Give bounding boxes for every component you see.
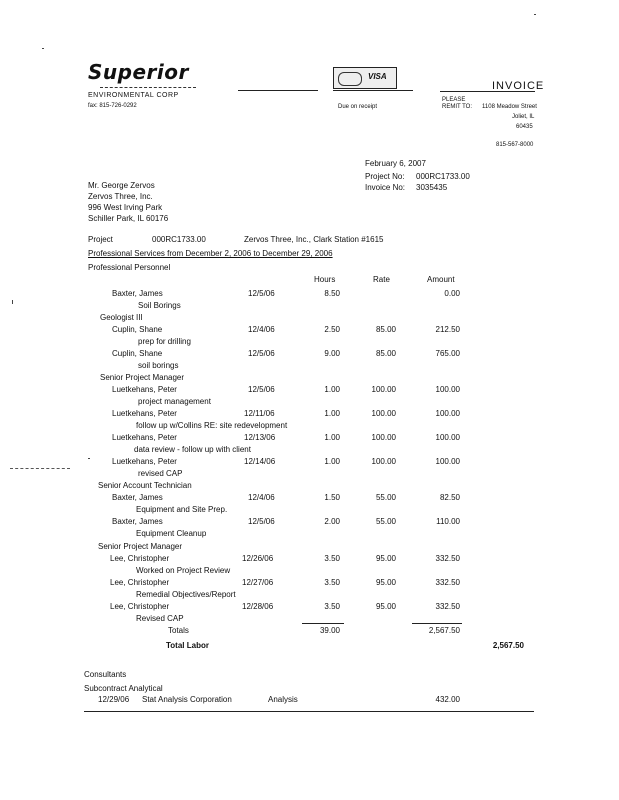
labor-hours: 1.00 <box>324 457 340 466</box>
header-rule-left <box>238 90 318 91</box>
labor-rate: 85.00 <box>375 325 396 334</box>
totals-label: Totals <box>168 626 189 635</box>
labor-desc: Equipment and Site Prep. <box>136 505 228 514</box>
labor-rate: 95.00 <box>375 602 396 611</box>
card-logo-icon <box>333 67 397 89</box>
labor-desc: soil borings <box>138 361 179 370</box>
labor-hours: 1.00 <box>324 385 340 394</box>
please-label: PLEASE <box>442 97 466 103</box>
labor-amount: 332.50 <box>435 578 460 587</box>
project-number: 000RC1733.00 <box>152 235 206 244</box>
labor-desc: Revised CAP <box>136 614 184 623</box>
consultant-type: Analysis <box>268 695 298 704</box>
invoice-title: INVOICE <box>492 80 545 92</box>
labor-amount: 110.00 <box>436 517 460 526</box>
total-labor-value: 2,567.50 <box>492 641 524 650</box>
labor-hours: 1.00 <box>324 433 340 442</box>
project-no-value: 000RC1733.00 <box>416 172 470 181</box>
labor-amount: 82.50 <box>439 493 460 502</box>
header-rule-mid <box>333 90 413 91</box>
labor-name: Lee, Christopher <box>110 578 170 587</box>
project-description: Zervos Three, Inc., Clark Station #1615 <box>244 235 384 244</box>
company-fax: fax: 815-726-0292 <box>88 103 137 109</box>
labor-name: Luetkehans, Peter <box>112 409 177 418</box>
remit-zip: 60435 <box>516 124 533 130</box>
scan-speck <box>534 14 536 15</box>
company-logo: Superior <box>88 60 189 84</box>
labor-amount: 332.50 <box>435 602 460 611</box>
col-amount: Amount <box>427 275 455 284</box>
amount-total-rule <box>412 623 462 624</box>
invoice-date: February 6, 2007 <box>365 159 426 168</box>
labor-amount: 212.50 <box>435 325 460 334</box>
labor-hours: 9.00 <box>324 349 340 358</box>
labor-hours: 2.00 <box>324 517 340 526</box>
services-period: Professional Services from December 2, 2006 to December 29, 2006 <box>88 249 333 258</box>
total-labor-label: Total Labor <box>166 641 209 650</box>
due-on-receipt: Due on receipt <box>338 104 378 110</box>
labor-desc: project management <box>138 397 211 406</box>
bill-to-name: Mr. George Zervos <box>88 181 155 190</box>
company-subtitle: ENVIRONMENTAL CORP <box>88 92 179 99</box>
consultant-vendor: Stat Analysis Corporation <box>142 695 232 704</box>
labor-desc: Remedial Objectives/Report <box>136 590 236 599</box>
bill-to-company: Zervos Three, Inc. <box>88 192 153 201</box>
labor-desc: prep for drilling <box>138 337 191 346</box>
labor-category: Senior Project Manager <box>100 373 185 382</box>
labor-name: Cuplin, Shane <box>112 325 163 334</box>
consultant-amount: 432.00 <box>435 695 460 704</box>
labor-date: 12/4/06 <box>248 493 275 502</box>
labor-name: Lee, Christopher <box>110 602 170 611</box>
labor-date: 12/4/06 <box>248 325 275 334</box>
labor-rate: 85.00 <box>375 349 396 358</box>
labor-amount: 0.00 <box>444 289 460 298</box>
labor-category: Geologist III <box>100 313 143 322</box>
scan-speck <box>42 48 44 49</box>
labor-amount: 100.00 <box>435 409 460 418</box>
labor-date: 12/13/06 <box>244 433 276 442</box>
project-label: Project <box>88 235 113 244</box>
hours-total-rule <box>302 623 344 624</box>
labor-hours: 3.50 <box>324 578 340 587</box>
labor-amount: 332.50 <box>435 554 460 563</box>
personnel-heading: Professional Personnel <box>88 263 171 272</box>
labor-rate: 100.00 <box>371 385 396 394</box>
labor-hours: 1.50 <box>324 493 340 502</box>
labor-name: Baxter, James <box>112 517 163 526</box>
labor-hours: 3.50 <box>324 602 340 611</box>
labor-name: Lee, Christopher <box>110 554 170 563</box>
remit-phone: 815-567-8000 <box>496 142 534 148</box>
labor-name: Luetkehans, Peter <box>112 457 177 466</box>
labor-amount: 100.00 <box>435 457 460 466</box>
labor-amount: 765.00 <box>435 349 460 358</box>
labor-date: 12/11/06 <box>244 409 275 418</box>
labor-category: Senior Project Manager <box>98 542 183 551</box>
labor-rate: 100.00 <box>371 457 396 466</box>
card-visa-text: VISA <box>368 72 387 81</box>
project-no-label: Project No: <box>365 172 405 181</box>
mastercard-icon <box>338 72 362 86</box>
labor-rate: 100.00 <box>371 433 396 442</box>
labor-rate: 55.00 <box>375 493 396 502</box>
bottom-rule <box>84 711 534 712</box>
labor-desc: Soil Borings <box>138 301 181 310</box>
invoice-no-label: Invoice No: <box>365 183 406 192</box>
labor-name: Baxter, James <box>112 493 163 502</box>
labor-date: 12/5/06 <box>248 385 275 394</box>
invoice-no-value: 3035435 <box>416 183 448 192</box>
scan-speck <box>12 300 13 304</box>
col-hours: Hours <box>314 275 336 284</box>
total-amount: 2,567.50 <box>428 626 460 635</box>
consultants-subheading: Subcontract Analytical <box>84 684 163 693</box>
labor-name: Cuplin, Shane <box>112 349 163 358</box>
header-rule-right <box>440 91 535 92</box>
labor-category: Senior Account Technician <box>98 481 192 490</box>
labor-desc: follow up w/Collins RE: site redevelopment <box>136 421 288 430</box>
labor-hours: 2.50 <box>324 325 340 334</box>
labor-rate: 95.00 <box>375 578 396 587</box>
remit-city: Joliet, IL <box>512 114 535 120</box>
logo-underline <box>100 87 196 88</box>
scan-speck <box>10 468 70 469</box>
labor-name: Baxter, James <box>112 289 163 298</box>
bill-to-city: Schiller Park, IL 60176 <box>88 214 169 223</box>
labor-rate: 95.00 <box>375 554 396 563</box>
remit-street: 1108 Meadow Street <box>482 104 537 110</box>
remit-to-label: REMIT TO: <box>442 104 473 110</box>
labor-desc: Worked on Project Review <box>136 566 231 575</box>
labor-date: 12/5/06 <box>248 289 275 298</box>
labor-date: 12/28/06 <box>242 602 274 611</box>
labor-hours: 8.50 <box>324 289 340 298</box>
labor-date: 12/27/06 <box>242 578 274 587</box>
col-rate: Rate <box>373 275 390 284</box>
labor-hours: 3.50 <box>324 554 340 563</box>
labor-name: Luetkehans, Peter <box>112 385 177 394</box>
labor-date: 12/5/06 <box>248 517 275 526</box>
bill-to-street: 996 West Irving Park <box>88 203 163 212</box>
scan-speck <box>88 458 90 459</box>
labor-desc: revised CAP <box>138 469 183 478</box>
labor-date: 12/26/06 <box>242 554 274 563</box>
labor-amount: 100.00 <box>435 385 460 394</box>
labor-rate: 100.00 <box>371 409 396 418</box>
labor-date: 12/14/06 <box>244 457 276 466</box>
consultant-date: 12/29/06 <box>98 695 130 704</box>
total-hours: 39.00 <box>319 626 340 635</box>
labor-amount: 100.00 <box>435 433 460 442</box>
labor-rate: 55.00 <box>375 517 396 526</box>
labor-hours: 1.00 <box>324 409 340 418</box>
labor-desc: data review - follow up with client <box>134 445 251 454</box>
labor-name: Luetkehans, Peter <box>112 433 177 442</box>
labor-desc: Equipment Cleanup <box>136 529 207 538</box>
consultants-heading: Consultants <box>84 670 127 679</box>
labor-date: 12/5/06 <box>248 349 275 358</box>
